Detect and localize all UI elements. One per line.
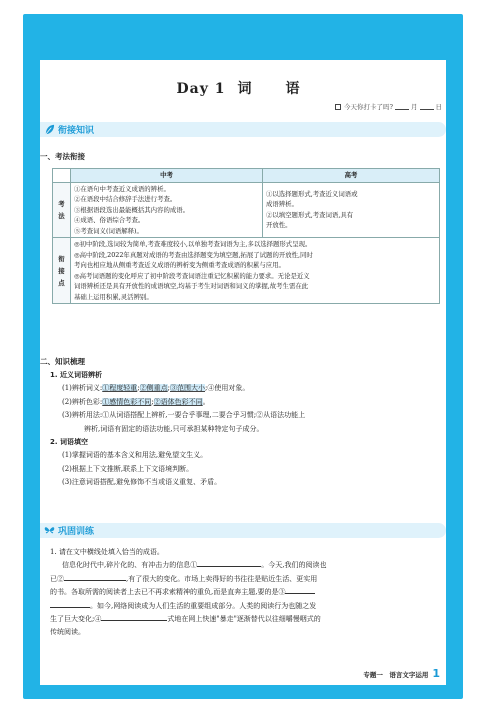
highlight: ②侧重点 [139,384,168,393]
section-header-bridge [40,122,446,137]
page-footer [363,669,440,679]
answer-blank-3-cont[interactable] [50,600,90,608]
row-label-method: 考法 [53,182,71,238]
exercise-line-2: 已② ,有了很大的变化。市场上卖得好的书往往是贴近生活、更实用 [50,574,318,583]
exercise-question: 1. 请在文中横线处填入恰当的成语。 [50,548,164,556]
answer-blank-2[interactable] [64,573,126,581]
link-points-cell [71,238,440,304]
butterfly-icon [44,525,55,536]
title-day: Day 1 [176,81,226,97]
k1-line-4: 辨析,词语有固定的语法功能,只可承担某种特定句子成分。 [84,424,264,433]
list-item: 基础上运用积累,灵活辨别。 [74,292,153,301]
list-item: ①在语句中考查近义成语的辨析。 [74,184,170,193]
exercise-line-3: 的书。各取所需的阅读者上去已不再求索精神的重负,而是直奔主题,要的是③ [40,586,446,599]
answer-blank-4[interactable] [101,613,167,621]
section-label: 巩固训练 [58,527,95,537]
middle-cell [71,182,263,238]
list-item: ②在语段中结合修辞手法进行考查。 [74,195,177,203]
knowledge-section [40,369,446,490]
subheading-knowledge: 二、知识梳理 [40,357,85,366]
list-item: ◎高中阶段,2022年真题对成语的考查由选择题变为填空题,拓展了试题的开放性,同时 [74,250,313,259]
list-item: 开放性。 [266,221,292,230]
k1-line-3: (3)辨析用法:①从词语搭配上辨析,一要合乎事理,二要合乎习惯;②从语法功能上 [62,411,306,420]
high-cell [263,182,440,238]
month-blank [395,104,409,110]
k1-line-2: (2)辨析色彩:①感情色彩不同;②语体色彩不同。 [62,397,210,406]
list-item: ④成语、俗语综合考查。 [74,216,145,224]
row-label-link: 衔接点 [53,238,71,304]
list-item: ②以填空题形式,考查词语,具有 [266,210,354,219]
k2-line-1: (1)掌握词语的基本含义和用法,避免望文生义。 [62,451,208,460]
list-item: 考向也相应地从侧重考查近义成语的辨析变为侧重考查成语的积累与应用。 [74,261,285,269]
page-number: 1 [432,667,440,680]
highlight: ③范围大小 [170,384,205,393]
checkbox-icon[interactable] [335,104,341,110]
checkin-day: 日 [435,103,442,111]
checkin-line [335,102,442,111]
answer-blank-1[interactable] [197,559,261,567]
exercise-line-6: 传统阅读。 [50,628,85,637]
highlight: ②语体色彩不同 [153,397,203,406]
list-item: 词语辨析还是具有开放性的成语填空,均基于考生对词语和词义的掌握,故考生需在此 [74,282,309,290]
list-item: ①以选择题形式,考查近义词语或 [266,189,358,198]
highlight: ①感情色彩不同 [102,397,152,406]
footer-label: 专题一 语言文字运用 [363,671,429,679]
exercise-line-5: 生了巨大变化;④ 式地在网上快速"暴走"逐渐替代以往细嚼慢咽式的 [50,615,321,624]
comparison-table [52,168,440,304]
col-header-middle: 中考 [71,169,263,183]
day-blank [420,104,434,110]
answer-blank-3[interactable] [285,586,315,594]
page-title [40,78,446,98]
exercise-section [40,546,446,640]
k2-title: 2. 词语填空 [50,438,88,447]
exercise-line-4: 。如今,网络阅读成为人们生活的重要组成部分。人类的阅读行为也随之发 [40,600,446,613]
k1-line-1: (1)辨析词义:①程度轻重;②侧重点;③范围大小;④使用对象。 [62,384,250,393]
section-label: 衔接知识 [58,126,95,136]
checkin-month: 月 [411,103,418,111]
k2-line-2: (2)根据上下文推断,联系上下文语境判断。 [62,464,194,473]
section-header-practice [40,523,446,538]
list-item: ◎初中阶段,选词较为简单,考查难度较小,以单独考查词语为主,多以选择题形式呈现。 [74,240,312,248]
leaf-icon [44,124,55,135]
k1-title: 1. 近义词语辨析 [50,371,102,379]
list-item: ◎高考词语题的变化呼应了初中阶段考查词语注重记忆积累的能力要求。无论是近义 [74,271,310,280]
title-topic: 词 语 [237,81,310,97]
list-item: ③根据语段选出最能概括其内容的成语。 [74,205,190,214]
exercise-line-1: 信息化时代中,碎片化的、有冲击力的信息① 。今天,我们的阅读也 [62,561,327,570]
table-corner [53,169,71,183]
list-item: ⑤考查词义(词语解释)。 [74,226,143,235]
document-page [40,60,446,685]
checkin-question: 今天你打卡了吗? [344,103,393,111]
subheading-exam-bridge: 一、考法衔接 [40,152,85,161]
col-header-high: 高考 [263,169,440,183]
k2-line-3: (3)注意词语搭配,避免修饰不当或语义重复、矛盾。 [62,478,222,487]
list-item: 成语辨析。 [266,200,298,209]
highlight: ①程度轻重 [102,384,138,393]
